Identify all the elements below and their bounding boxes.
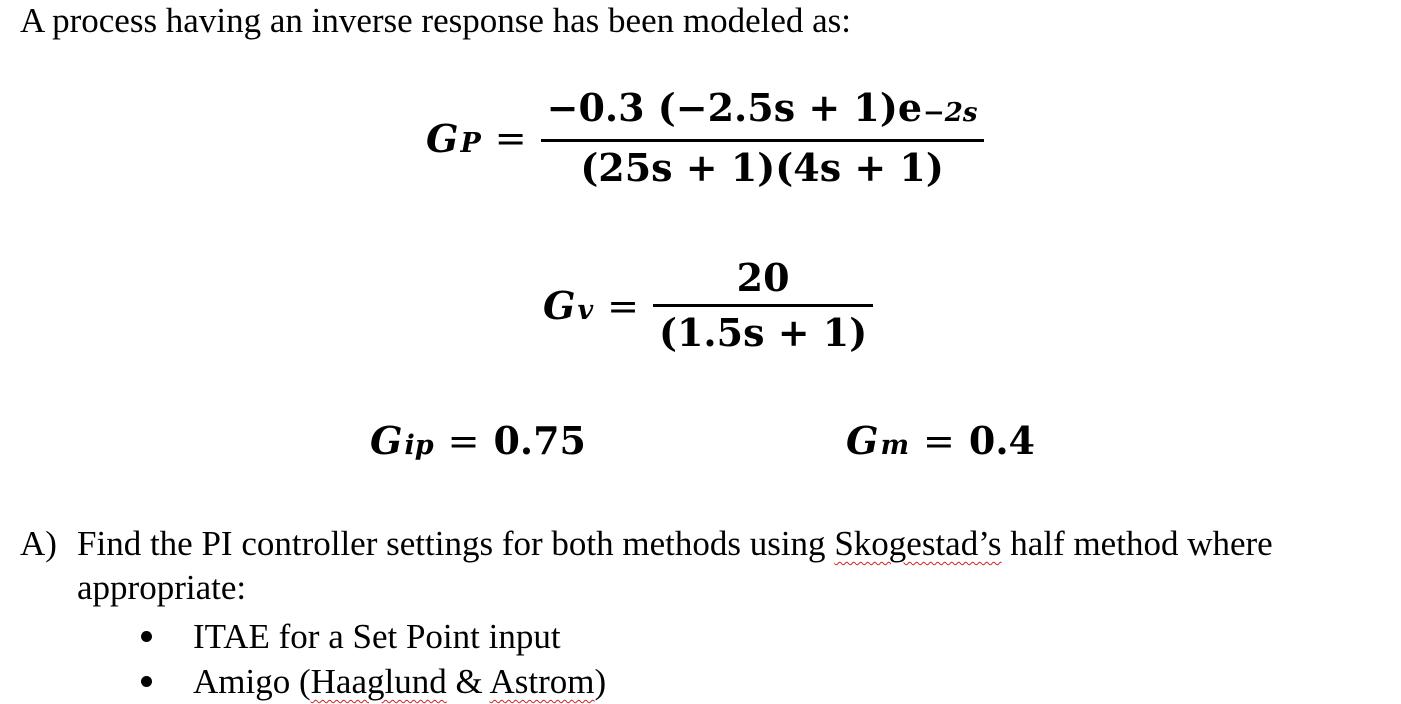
list-item bbox=[0, 614, 606, 659]
gip-lhs-base: G bbox=[370, 418, 403, 463]
gv-equals: = bbox=[607, 283, 639, 328]
bullet-list bbox=[0, 614, 606, 704]
spelling-flag-haaglund[interactable]: Haaglund bbox=[310, 662, 447, 701]
gp-fraction bbox=[541, 82, 984, 194]
bullet-icon bbox=[141, 676, 152, 687]
gm-lhs bbox=[846, 418, 909, 463]
spelling-flag-astrom[interactable]: Astrom bbox=[489, 662, 595, 701]
gp-numerator-exponent: −2s bbox=[923, 98, 978, 128]
gv-lhs-base: G bbox=[543, 283, 576, 328]
amigo-suffix: ) bbox=[594, 662, 607, 701]
gp-lhs-base: G bbox=[426, 115, 459, 161]
question-a-line1 bbox=[20, 522, 1273, 566]
gm-lhs-sub: m bbox=[880, 430, 910, 461]
gv-denominator: (1.5s + 1) bbox=[659, 310, 868, 355]
list-item bbox=[0, 659, 606, 704]
gv-fraction bbox=[653, 252, 873, 359]
gip-lhs-sub: ip bbox=[404, 430, 434, 461]
gm-value: 0.4 bbox=[968, 418, 1035, 463]
question-text-after: half method where bbox=[1001, 524, 1273, 563]
gp-equals: = bbox=[494, 116, 527, 160]
question-text-before: Find the PI controller settings for both methods using bbox=[77, 524, 835, 563]
gp-lhs bbox=[426, 116, 481, 161]
gv-lhs bbox=[543, 283, 593, 328]
intro-text: A process having an inverse response has been modeled as: bbox=[20, 1, 852, 40]
gip-lhs bbox=[370, 418, 434, 463]
gip-equals: = bbox=[447, 418, 480, 463]
gv-equation bbox=[543, 252, 873, 359]
amigo-middle: & bbox=[446, 662, 490, 701]
gp-lhs-sub: P bbox=[460, 127, 481, 159]
gp-equation bbox=[426, 82, 984, 194]
bullet-icon bbox=[141, 631, 152, 642]
bullet-text-amigo bbox=[193, 659, 606, 704]
question-a bbox=[20, 522, 1273, 610]
gip-equation bbox=[370, 418, 586, 463]
gm-lhs-base: G bbox=[846, 418, 879, 463]
bullet-text-itae: ITAE for a Set Point input bbox=[193, 617, 561, 656]
amigo-prefix: Amigo ( bbox=[193, 662, 311, 701]
question-a-line2: appropriate: bbox=[77, 568, 247, 607]
gp-denominator: (25s + 1)(4s + 1) bbox=[580, 145, 944, 190]
gv-numerator: 20 bbox=[736, 255, 790, 300]
gp-numerator bbox=[541, 82, 984, 139]
gm-equals: = bbox=[923, 418, 955, 463]
spelling-flag-skogestad[interactable]: Skogestad’s bbox=[834, 524, 1002, 563]
gp-numerator-main: −0.3 (−2.5s + 1)e bbox=[546, 85, 923, 130]
gv-lhs-sub: v bbox=[577, 295, 594, 326]
gip-value: 0.75 bbox=[493, 418, 586, 463]
question-letter: A) bbox=[20, 524, 57, 563]
gm-equation bbox=[846, 418, 1035, 463]
